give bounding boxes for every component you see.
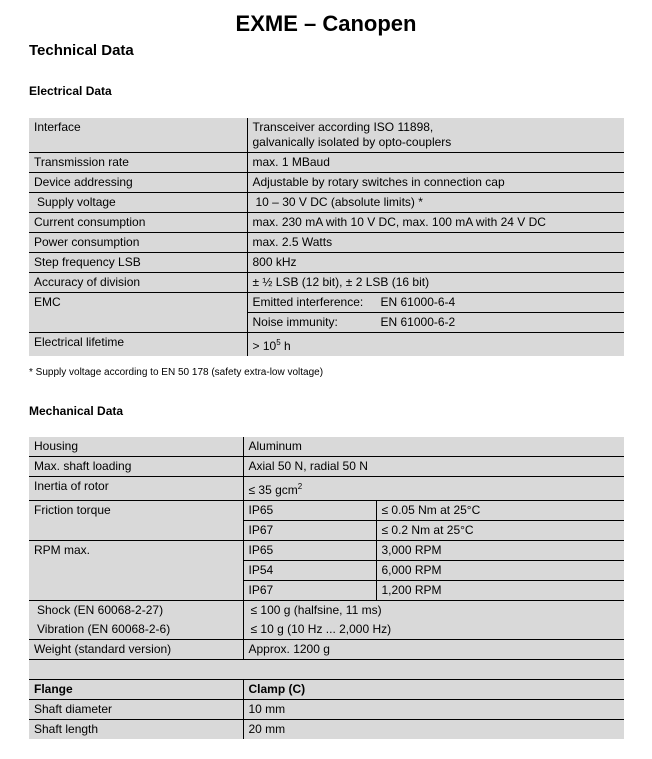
page-title: EXME – Canopen [235,11,417,36]
table-row [29,333,624,357]
row-value: 800 kHz [247,253,624,273]
row-value: Axial 50 N, radial 50 N [243,457,624,477]
row-label: Power consumption [29,233,247,253]
emc-immunity: Noise immunity: EN 61000-6-2 [247,313,624,333]
table-row [29,457,624,477]
row-label: Current consumption [29,213,247,233]
table-row [29,233,624,253]
row-label: Supply voltage [29,193,247,213]
table-row [29,501,624,521]
ip-rating: IP54 [243,561,376,581]
row-label: Friction torque [29,501,243,541]
row-value: ≤ 0.2 Nm at 25°C [376,521,624,541]
table-row [29,213,624,233]
table-row [29,173,624,193]
table-row [29,477,624,501]
table-row [29,720,624,740]
table-row [29,293,624,313]
row-value: ≤ 10 g (10 Hz ... 2,000 Hz) [243,620,624,640]
row-label: Electrical lifetime [29,333,247,357]
table-row [29,193,624,213]
ip-rating: IP65 [243,501,376,521]
row-label: Housing [29,437,243,457]
row-value: Transceiver according ISO 11898, galvanically isolated by opto-couplers [247,118,624,153]
row-label: RPM max. [29,541,243,601]
row-value: max. 1 MBaud [247,153,624,173]
row-label: Device addressing [29,173,247,193]
row-label: Interface [29,118,247,153]
electrical-data-heading: Electrical Data [29,84,112,98]
row-label: Weight (standard version) [29,640,243,660]
spacer-row [29,660,624,680]
mechanical-data-heading: Mechanical Data [29,404,124,418]
table-row [29,118,624,153]
row-label: Vibration (EN 60068-2-6) [29,620,243,640]
table-row [29,253,624,273]
table-row [29,153,624,173]
ip-rating: IP67 [243,521,376,541]
table-row [29,601,624,621]
row-value: 10 mm [243,700,624,720]
emc-emitted: Emitted interference: EN 61000-6-4 [247,293,624,313]
ip-rating: IP65 [243,541,376,561]
row-label: Step frequency LSB [29,253,247,273]
row-value: ± ½ LSB (12 bit), ± 2 LSB (16 bit) [247,273,624,293]
flange-value: Clamp (C) [243,680,624,700]
flange-label: Flange [29,680,243,700]
row-value: 1,200 RPM [376,581,624,601]
row-value: Adjustable by rotary switches in connection cap [247,173,624,193]
row-value: 6,000 RPM [376,561,624,581]
table-row [29,541,624,561]
table-row [29,273,624,293]
row-value: Approx. 1200 g [243,640,624,660]
row-label: Transmission rate [29,153,247,173]
row-value: ≤ 0.05 Nm at 25°C [376,501,624,521]
flange-header-row [29,680,624,700]
row-value: max. 230 mA with 10 V DC, max. 100 mA with 24 V DC [247,213,624,233]
row-value: ≤ 35 gcm$^2$ [243,477,624,501]
electrical-data-table [29,118,624,356]
row-label: Shaft length [29,720,243,740]
row-value: max. 2.5 Watts [247,233,624,253]
row-label: Shock (EN 60068-2-27) [29,601,243,621]
row-label: Shaft diameter [29,700,243,720]
table-row [29,700,624,720]
row-value: > $10^5$ h [252,338,291,353]
mechanical-data-table [29,437,624,739]
technical-data-heading: Technical Data [29,42,134,59]
row-label: Max. shaft loading [29,457,243,477]
table-row [29,640,624,660]
row-value: Aluminum [243,437,624,457]
row-value: 10 – 30 V DC (absolute limits) * [247,193,624,213]
ip-rating: IP67 [243,581,376,601]
row-value: 20 mm [248,722,286,736]
row-label: EMC [29,293,247,333]
row-value: 3,000 RPM [376,541,624,561]
row-value: ≤ 100 g (halfsine, 11 ms) [250,603,382,617]
table-row [29,437,624,457]
row-label: Accuracy of division [29,273,247,293]
row-label: Inertia of rotor [29,477,243,501]
footnote: * Supply voltage according to EN 50 178 (safety extra-low voltage) [29,367,324,378]
table-row [29,620,624,640]
